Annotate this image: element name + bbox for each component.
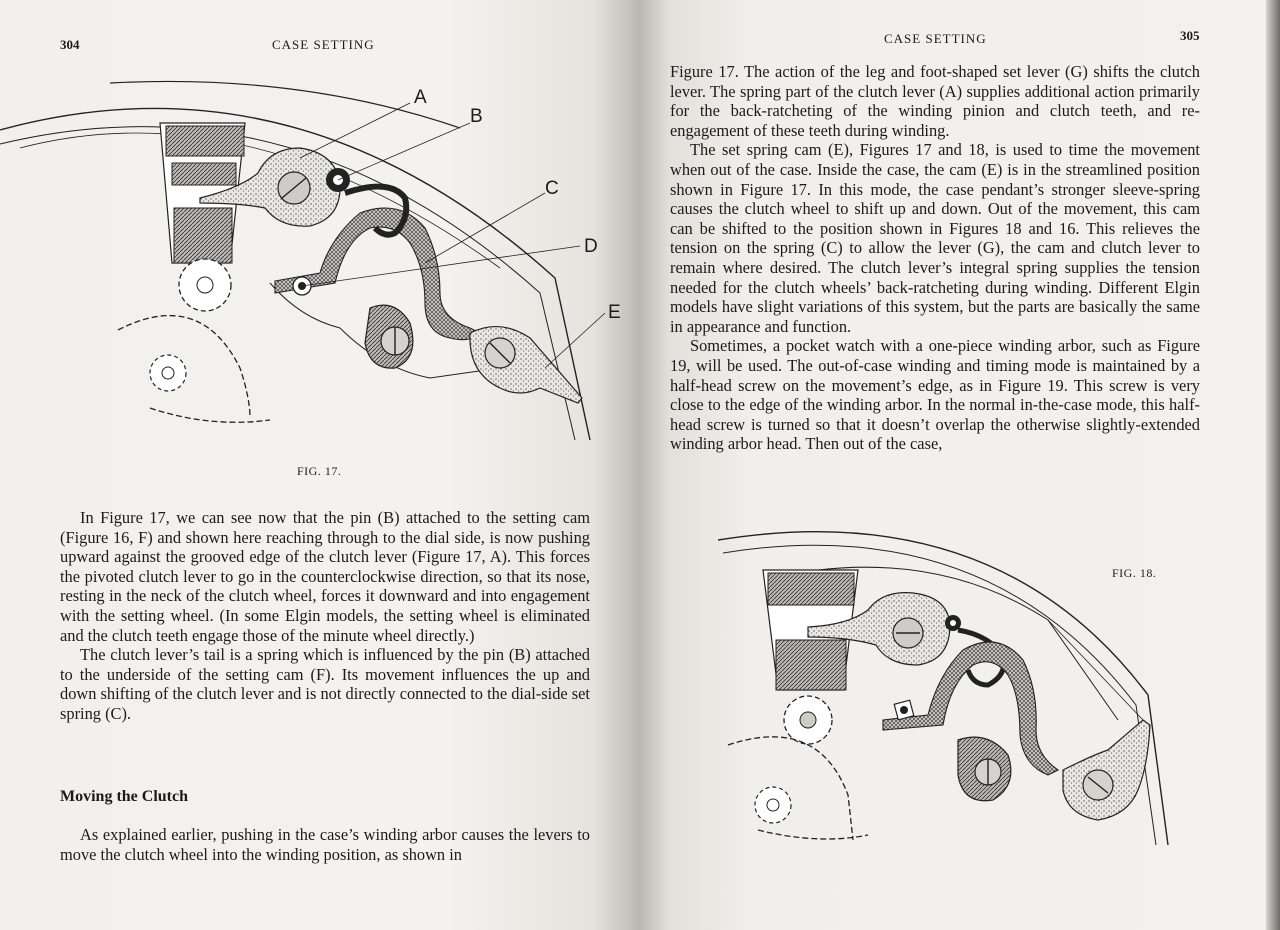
- paragraph: The clutch lever’s tail is a spring which is influenced by the pin (B) attached to the underside of the setting cam (F). Its movement influences the up and down shifting of the clutch lever and is not directly connected to the dial-side set spring (C).: [60, 645, 590, 723]
- paragraph: Sometimes, a pocket watch with a one-piece winding arbor, such as Figure 19, will be used. The out-of-case winding and timing mode is maintained by a half-head screw on the movement’s edge, as in Figure 19. This screw is very close to the edge of the winding arbor. In the normal in-the-case mode, this half-head screw is turned so that it doesn’t overlap the otherwise slightly-extended winding arbor head. Then out of the case,: [670, 336, 1200, 454]
- figure-label: B: [470, 106, 483, 127]
- body-text: [60, 508, 590, 724]
- figure-label: E: [608, 302, 621, 323]
- body-text: [670, 62, 1200, 454]
- figure-label: A: [414, 87, 427, 108]
- figure-label: D: [584, 236, 598, 257]
- figure-caption: FIG. 17.: [297, 464, 342, 478]
- body-text-continued: [60, 825, 590, 864]
- paragraph: Figure 17. The action of the leg and foot-shaped set lever (G) shifts the clutch lever. The spring part of the clutch lever (A) supplies additional action primarily for the back-ratcheting of the winding pinion and clutch teeth, and re-engagement of these teeth during winding.: [670, 62, 1200, 140]
- paragraph: As explained earlier, pushing in the case’s winding arbor causes the levers to move the clutch wheel into the winding position, as shown in: [60, 825, 590, 864]
- running-head: CASE SETTING: [884, 31, 987, 46]
- running-head: CASE SETTING: [272, 37, 375, 52]
- figure-label: C: [545, 178, 559, 199]
- paragraph: In Figure 17, we can see now that the pin (B) attached to the setting cam (Figure 16, F) and shown here reaching through to the dial side, is now pushing upward against the grooved edge of the clutch lever (Figure 17, A). This forces the pivoted clutch lever to go in the counterclockwise direction, so that its nose, resting in the neck of the clutch wheel, forces it downward and into engagement with the setting wheel. (In some Elgin models, the setting wheel is eliminated and the clutch teeth engage those of the minute wheel directly.): [60, 508, 590, 645]
- book-edge: [1266, 0, 1280, 930]
- right-page: [638, 0, 1266, 930]
- figure-caption: FIG. 18.: [1112, 566, 1157, 580]
- page-number: 305: [1180, 28, 1200, 43]
- figure-17-drawing: [0, 68, 636, 468]
- paragraph: The set spring cam (E), Figures 17 and 18, is used to time the movement when out of the case. Inside the case, the cam (E) is in the streamlined position shown in Figure 17. In this mode, the case pendant’s stronger sleeve-spring causes the clutch wheel to shift up and down. Out of the movement, this cam can be shifted to the position shown in Figures 18 and 16. This relieves the tension on the spring (C) to allow the lever (G), the cam and clutch lever to remain where desired. The clutch lever’s integral spring supplies the tension needed for the clutch wheels’ back-ratcheting during winding. Different Elgin models have slight variations of this system, but the parts are basically the same in appearance and function.: [670, 140, 1200, 336]
- section-heading: Moving the Clutch: [60, 788, 188, 805]
- left-page: [0, 0, 638, 930]
- page-number: 304: [60, 37, 80, 52]
